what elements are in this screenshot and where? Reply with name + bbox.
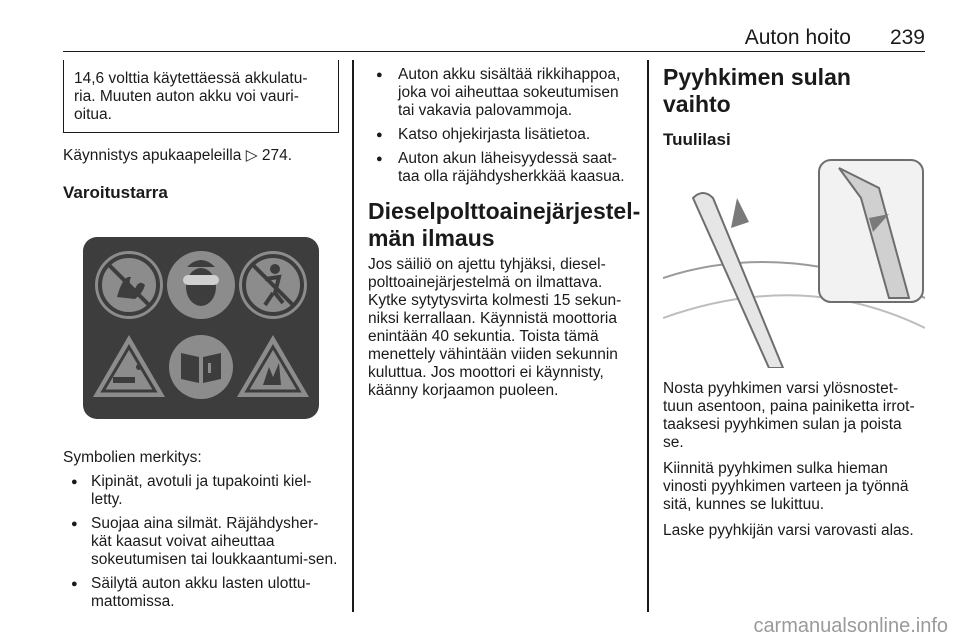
diesel-bleeding-body: Jos säiliö on ajettu tyhjäksi, diesel-polttoainejärjestelmä on ilmattava. Kytke sytytysvirta kolmesti 15 sekun-niksi kerrallaan. Käynnistä moottoria enintään 40 sekuntia. Toista tämä menettely vähintään viiden sekunnin kuluttua. Jos moottori ei käynnisty, käänny korjaamon puoleen. [368, 256, 622, 399]
watermark: carmanualsonline.info [753, 615, 948, 637]
step-3: Laske pyyhkijän varsi varovasti alas. [663, 522, 914, 539]
eye-protection-icon [167, 251, 235, 319]
symbols-list [63, 473, 339, 611]
wiper-blade-heading: Pyyhkimen sulan vaihto [663, 64, 851, 117]
symbols-intro: Symbolien merkitys: [63, 449, 202, 466]
wiper-illustration [663, 158, 925, 368]
list-item: ● Suojaa aina silmät. Räjähdysher-kät kaasut voivat aiheuttaa sokeutumisen tai loukkaantumi-sen. [63, 515, 339, 569]
list-item: ● Auton akun läheisyydessä saat-taa olla räjähdysherkkää kaasua. [368, 150, 636, 186]
column-divider-1 [352, 60, 354, 612]
warning-label-heading: Varoitustarra [63, 183, 168, 202]
list-item: ● Säilytä auton akku lasten ulottu-mattomissa. [63, 575, 339, 611]
list-item: ● Auton akku sisältää rikkihappoa, joka voi aiheuttaa sokeutumisen tai vakavia palovammoja. [368, 66, 636, 120]
warning-label-figure [63, 217, 339, 437]
warning-label-graphic [63, 217, 339, 437]
diesel-bleeding-heading: Dieselpolttoainejärjestel-män ilmaus [368, 198, 641, 251]
battery-warnings-list [368, 66, 636, 186]
read-manual-icon [169, 335, 233, 399]
wiper-figure [663, 158, 925, 368]
column-divider-2 [647, 60, 649, 612]
list-item: ● Kipinät, avotuli ja tupakointi kiel-letty. [63, 473, 339, 509]
section-title: Auton hoito [744, 26, 851, 49]
page-number: 239 [889, 26, 925, 49]
column-right [663, 60, 925, 540]
column-left [63, 60, 339, 611]
note-text: 14,6 volttia käytettäessä akkulatu-ria. Muuten auton akku voi vauri-oitua. [74, 70, 308, 123]
list-item: ● Katso ohjekirjasta lisätietoa. [368, 126, 636, 144]
windscreen-subheading: Tuulilasi [663, 130, 731, 149]
reference-page[interactable]: 274. [261, 147, 293, 164]
no-fire-icon [95, 251, 163, 319]
page-header [63, 26, 925, 52]
note-box [63, 60, 339, 133]
column-middle [368, 60, 641, 400]
reference-text: Käynnistys apukaapeleilla [63, 147, 242, 164]
step-2: Kiinnitä pyyhkimen sulka hieman vinosti pyyhkimen varteen ja työnnä sitä, kunnes se lukittuu. [663, 460, 909, 513]
keep-away-children-icon [239, 251, 307, 319]
page-ref-arrow-icon: ▷ [245, 147, 258, 164]
step-1: Nosta pyyhkimen varsi ylösnostet-tuun asentoon, paina painiketta irrot-taaksesi pyyhkimen sulan ja poista se. [663, 380, 915, 451]
cross-reference [63, 147, 339, 165]
